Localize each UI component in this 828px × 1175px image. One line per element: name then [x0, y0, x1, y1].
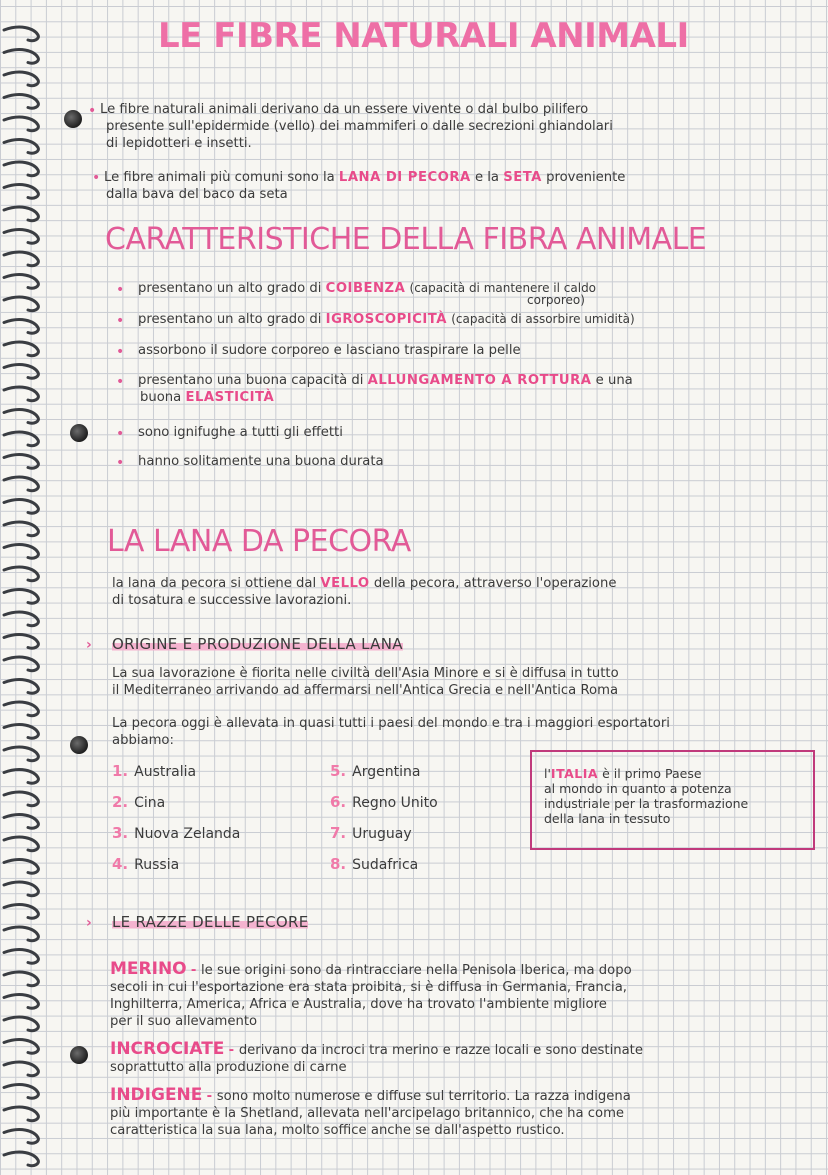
callout-line-3: industriale per la trasformazione [544, 796, 749, 811]
spiral-loop [4, 185, 38, 199]
spiral-loop [4, 410, 38, 424]
spiral-loop [4, 432, 38, 446]
text: l' [544, 766, 551, 781]
italia-callout-box [530, 750, 815, 850]
bullet-dot: • [92, 170, 101, 186]
exporter-1 [112, 762, 196, 780]
spiral-loop [4, 207, 38, 221]
text: presentano un alto grado di [138, 312, 322, 327]
characteristic-elasticita [140, 390, 274, 405]
lana-intro-line-2: di tosatura e successive lavorazioni. [112, 593, 352, 608]
spiral-loop [4, 567, 38, 581]
lana-intro [112, 576, 616, 591]
spiral-loop [4, 297, 38, 311]
callout-line-1 [544, 766, 806, 781]
spiral-loop [4, 725, 38, 739]
name: Sudafrica [352, 857, 419, 873]
keyword-elasticita: ELASTICITÀ [185, 390, 275, 405]
keyword-merino: MERINO [110, 959, 187, 979]
name: Russia [134, 857, 180, 873]
note: (capacità di mantenere il caldo [409, 281, 597, 295]
spiral-loop [4, 500, 38, 514]
intro-line-2: presente sull'epidermide (vello) dei mammiferi o dalle secrezioni ghiandolari [106, 119, 613, 134]
name: Argentina [352, 764, 421, 780]
exporter-5 [330, 762, 420, 780]
spiral-loop [4, 612, 38, 626]
text: e la [474, 170, 499, 185]
bullet-dot: • [116, 455, 125, 471]
spiral-loop [4, 950, 38, 964]
spiral-loop [4, 1107, 38, 1121]
dash: - [206, 1089, 213, 1104]
spiral-loop [4, 477, 38, 491]
origine-line-3: La pecora oggi è allevata in quasi tutti i paesi del mondo e tra i maggiori esportatori [112, 716, 670, 731]
text: sono molto numerose e diffuse sul territorio. La razza indigena [216, 1089, 631, 1104]
spiral-loop [4, 387, 38, 401]
exporter-3 [112, 824, 240, 842]
spiral-loop [4, 72, 38, 86]
section-heading-lana: LA LANA DA PECORA [107, 524, 411, 559]
callout-line-2: al mondo in quanto a potenza [544, 781, 732, 796]
exporter-7 [330, 824, 412, 842]
characteristic-allungamento [138, 373, 633, 388]
intro-line-3: di lepidotteri e insetti. [106, 136, 252, 151]
num: 8. [330, 855, 347, 873]
bullet-dot: • [88, 103, 97, 119]
spiral-loop [4, 522, 38, 536]
num: 3. [112, 824, 129, 842]
intro-para-2-line-2: dalla bava del baco da seta [106, 187, 288, 202]
keyword-lana-di-pecora: LANA DI PECORA [338, 170, 471, 185]
subheading-origine [112, 635, 403, 653]
spiral-loop [4, 252, 38, 266]
callout-line-4: della lana in tessuto [544, 811, 671, 826]
intro-line-1: Le fibre naturali animali derivano da un essere vivente o dal bulbo pilifero [100, 102, 589, 117]
keyword-allungamento-a-rottura: ALLUNGAMENTO A ROTTURA [367, 373, 592, 388]
characteristic-igroscopicita [138, 312, 635, 327]
punch-hole [70, 1046, 88, 1064]
text: proveniente [546, 170, 626, 185]
bullet-dot: • [116, 426, 125, 442]
spiral-loop [4, 905, 38, 919]
num: 1. [112, 762, 129, 780]
spiral-loop [4, 50, 38, 64]
name: Nuova Zelanda [134, 826, 241, 842]
subheading-text: ORIGINE E PRODUZIONE DELLA LANA [112, 635, 403, 653]
keyword-igroscopicita: IGROSCOPICITÀ [325, 312, 447, 327]
origine-line-1: La sua lavorazione è fiorita nelle civiltà dell'Asia Minore e si è diffusa in tutto [112, 666, 619, 681]
razza-merino [110, 959, 632, 979]
spiral-loop [4, 1040, 38, 1054]
text: della pecora, attraverso l'operazione [373, 576, 617, 591]
spiral-loop [4, 140, 38, 154]
text: presentano una buona capacità di [138, 373, 364, 388]
text: è il primo Paese [602, 766, 702, 781]
num: 4. [112, 855, 129, 873]
section-heading-caratteristiche: CARATTERISTICHE DELLA FIBRA ANIMALE [105, 222, 707, 257]
characteristic-ignifughe: sono ignifughe a tutti gli effetti [138, 425, 343, 440]
spiral-loop [4, 230, 38, 244]
text: e una [595, 373, 633, 388]
exporter-8 [330, 855, 418, 873]
spiral-loop [4, 680, 38, 694]
dash: - [190, 963, 197, 978]
dash: - [228, 1043, 235, 1058]
num: 6. [330, 793, 347, 811]
intro-para-2 [104, 170, 625, 185]
spiral-loop [4, 882, 38, 896]
spiral-loop [4, 1017, 38, 1031]
origine-line-4: abbiamo: [112, 733, 174, 748]
punch-hole [64, 110, 82, 128]
spiral-loop [4, 635, 38, 649]
spiral-loop [4, 1062, 38, 1076]
punch-hole [70, 424, 88, 442]
text: le sue origini sono da rintracciare nella Penisola Iberica, ma dopo [201, 963, 632, 978]
punch-hole [70, 736, 88, 754]
spiral-loop [4, 545, 38, 559]
spiral-loop [4, 657, 38, 671]
exporter-2 [112, 793, 165, 811]
keyword-italia: ITALIA [550, 766, 599, 781]
num: 5. [330, 762, 347, 780]
spiral-loop [4, 95, 38, 109]
note: (capacità di assorbire umidità) [451, 312, 635, 326]
spiral-loop [4, 927, 38, 941]
spiral-loop [4, 770, 38, 784]
incrociate-line-2: soprattutto alla produzione di carne [110, 1060, 347, 1075]
name: Cina [134, 795, 166, 811]
indigene-line-2: più importante è la Shetland, allevata nell'arcipelago britannico, che ha come [110, 1106, 625, 1121]
text: derivano da incroci tra merino e razze locali e sono destinate [238, 1043, 643, 1058]
text: Le fibre animali più comuni sono la [104, 170, 335, 185]
note-cont: corporeo) [527, 293, 585, 307]
arrow-marker: › [86, 915, 92, 931]
characteristic-durata: hanno solitamente una buona durata [138, 454, 384, 469]
spiral-loop [4, 365, 38, 379]
subheading-text: LE RAZZE DELLE PECORE [112, 913, 309, 931]
spiral-loop [4, 342, 38, 356]
razza-incrociate [110, 1039, 643, 1059]
spiral-loop [4, 1130, 38, 1144]
spiral-loop [4, 320, 38, 334]
spiral-loop [4, 747, 38, 761]
italia-callout-text [544, 766, 806, 826]
bullet-dot: • [116, 313, 125, 329]
razza-indigene [110, 1085, 631, 1105]
name: Australia [134, 764, 197, 780]
origine-line-2: il Mediterraneo arrivando ad affermarsi nell'Antica Grecia e nell'Antica Roma [112, 683, 619, 698]
spiral-loop [4, 27, 38, 41]
bullet-dot: • [116, 374, 125, 390]
spiral-loop [4, 1085, 38, 1099]
spiral-loop [4, 972, 38, 986]
arrow-marker: › [86, 637, 92, 653]
merino-line-2: secoli in cui l'esportazione era stata proibita, si è diffusa in Germania, Francia, [110, 980, 627, 995]
spiral-loop [4, 995, 38, 1009]
bullet-dot: • [116, 344, 125, 360]
spiral-loop [4, 275, 38, 289]
exporter-4 [112, 855, 179, 873]
spiral-loop [4, 590, 38, 604]
spiral-loop [4, 702, 38, 716]
page-title: LE FIBRE NATURALI ANIMALI [158, 16, 689, 56]
keyword-seta: SETA [503, 170, 542, 185]
keyword-vello: VELLO [320, 576, 370, 591]
spiral-loop [4, 117, 38, 131]
num: 7. [330, 824, 347, 842]
spiral-binding [0, 0, 44, 1171]
spiral-loop [4, 1152, 38, 1166]
text: presentano un alto grado di [138, 281, 322, 296]
text: la lana da pecora si ottiene dal [112, 576, 317, 591]
spiral-loop [4, 162, 38, 176]
num: 2. [112, 793, 129, 811]
keyword-incrociate: INCROCIATE [110, 1039, 225, 1059]
spiral-loop [4, 815, 38, 829]
spiral-loop [4, 860, 38, 874]
characteristic-sudore: assorbono il sudore corporeo e lasciano traspirare la pelle [138, 343, 521, 358]
indigene-line-3: caratteristica la sua lana, molto soffice anche se dall'aspetto rustico. [110, 1123, 565, 1138]
exporter-6 [330, 793, 438, 811]
merino-line-4: per il suo allevamento [110, 1014, 258, 1029]
spiral-loop [4, 837, 38, 851]
name: Regno Unito [352, 795, 438, 811]
spiral-loop [4, 455, 38, 469]
subheading-razze [112, 913, 308, 931]
spiral-loop [4, 792, 38, 806]
keyword-indigene: INDIGENE [110, 1085, 203, 1105]
merino-line-3: Inghilterra, America, Africa e Australia, dove ha trovato l'ambiente migliore [110, 997, 607, 1012]
keyword-coibenza: COIBENZA [325, 281, 406, 296]
bullet-dot: • [116, 282, 125, 298]
text: buona [140, 390, 182, 405]
name: Uruguay [352, 826, 412, 842]
